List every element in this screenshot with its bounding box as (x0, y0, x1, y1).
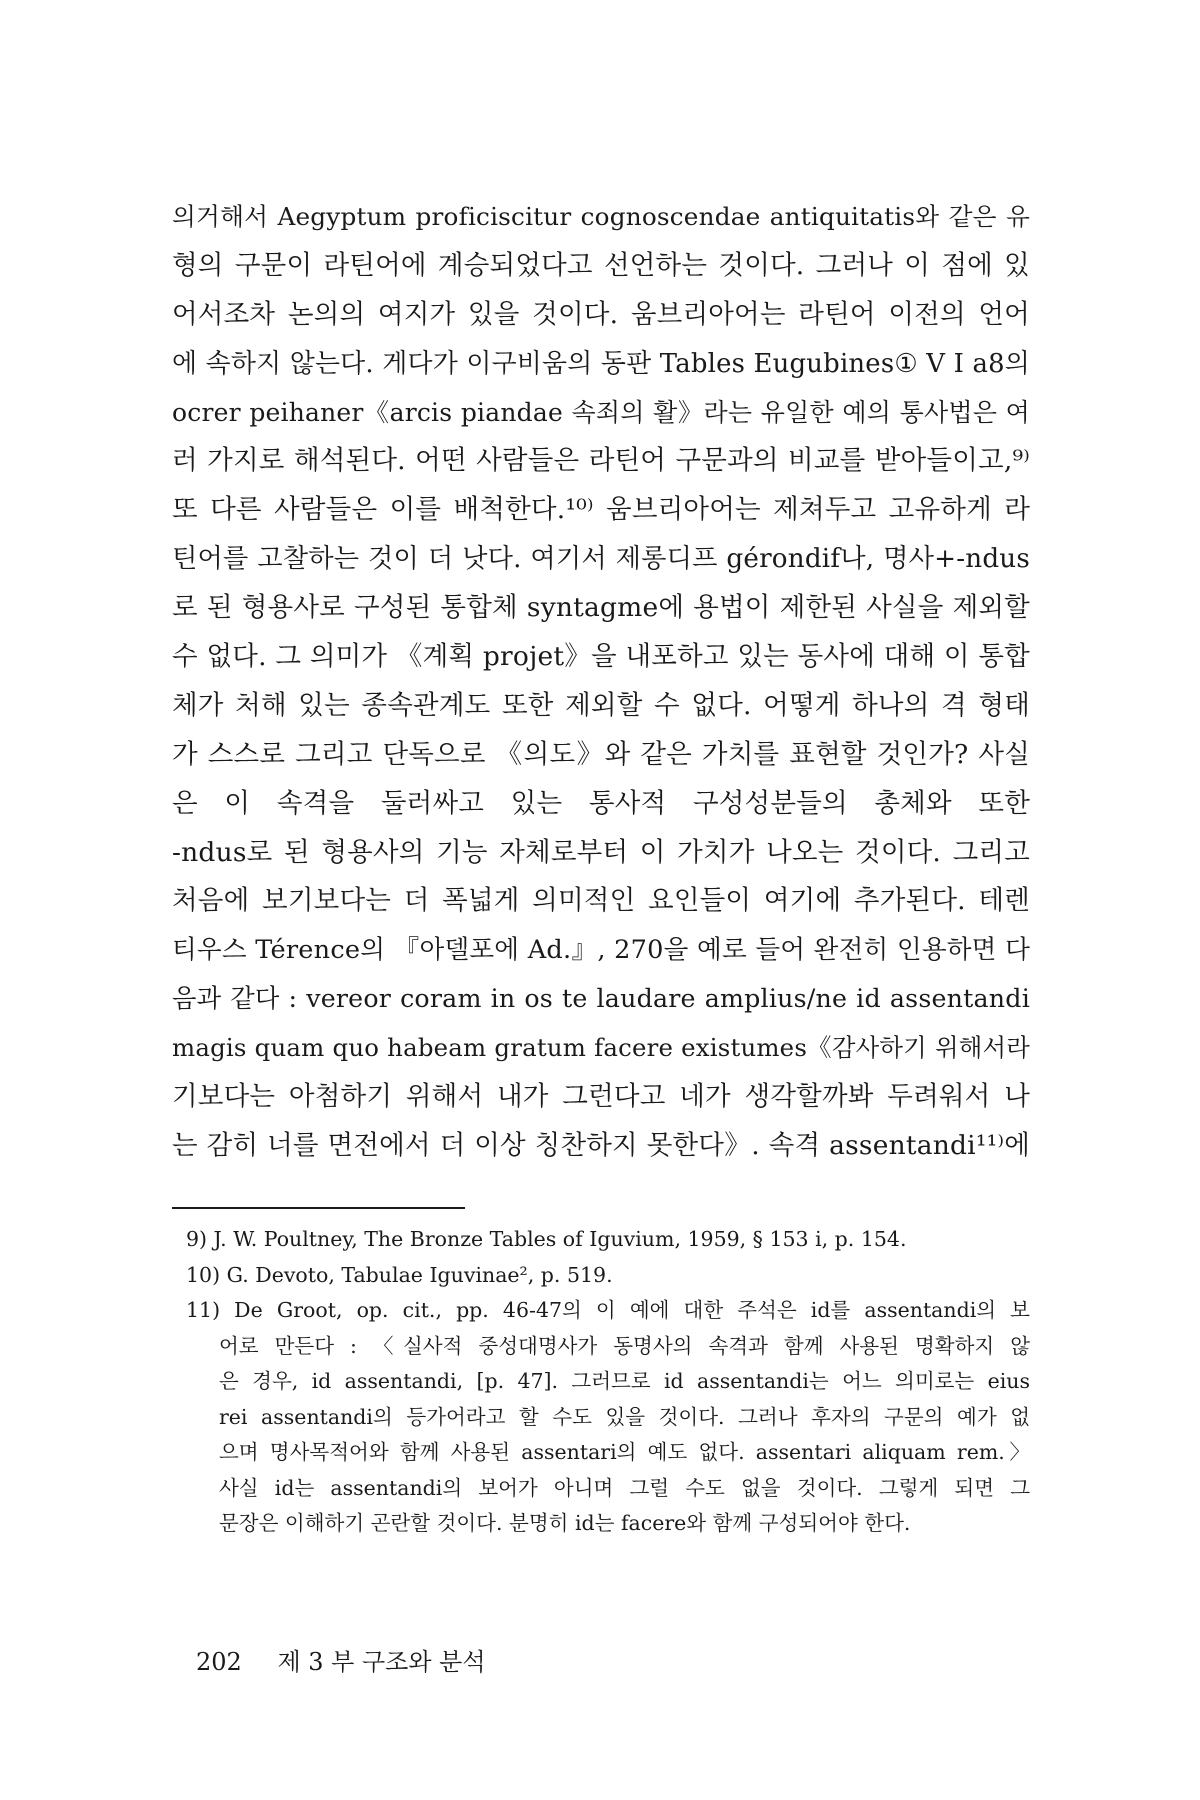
footnote-11-continuation: 문장은 이해하기 곤란할 것이다. 분명히 id는 facere와 함께 구성되어야 한다. (219, 1511, 911, 1535)
body-line: magis quam quo habeam gratum facere existumes《감사하기 위해서라 (172, 1033, 1030, 1063)
body-line: 기보다는 아첨하기 위해서 내가 그런다고 네가 생각할까봐 두려워서 나 (172, 1081, 1030, 1113)
footnote-11-continuation: 사실 id는 assentandi의 보어가 아니며 그럴 수도 없을 것이다. 그렇게 되면 그 (219, 1475, 1030, 1500)
body-line: 의거해서 Aegyptum proficiscitur cognoscendae antiquitatis와 같은 유 (172, 202, 1030, 231)
footnote-11-continuation: rei assentandi의 등가어라고 할 수도 있을 것이다. 그러나 후자의 구문의 예가 없 (219, 1404, 1030, 1429)
body-line: 음과 같다 : vereor coram in os te laudare amplius/ne id assentandi (172, 984, 1030, 1014)
body-line: -ndus로 된 형용사의 기능 자체로부터 이 가치가 나오는 것이다. 그리고 (172, 836, 1030, 868)
body-line: 는 감히 너를 면전에서 더 이상 칭찬하지 못한다》. 속격 assentandi¹¹⁾에 (172, 1129, 1030, 1161)
body-line: 틴어를 고찰하는 것이 더 낫다. 여기서 제롱디프 gérondif나, 명사+-ndus (172, 544, 1030, 575)
running-title: 제 3 부 구조와 분석 (277, 1648, 486, 1676)
body-line: 또 다른 사람들은 이를 배척한다.¹⁰⁾ 움브리아어는 제쳐두고 고유하게 라 (172, 494, 1030, 526)
body-line: 에 속하지 않는다. 게다가 이구비움의 동판 Tables Eugubines① V I a8의 (172, 348, 1030, 379)
footnote-11: 11) De Groot, op. cit., pp. 46-47의 이 예에 대한 주석은 id를 assentandi의 보 (186, 1298, 1030, 1322)
footnote-10: 10) G. Devoto, Tabulae Iguvinae², p. 519. (186, 1262, 613, 1287)
body-line: 가 스스로 그리고 단독으로 《의도》와 같은 가치를 표현할 것인가? 사실 (172, 738, 1030, 770)
footnote-11-continuation: 어로 만든다 : 〈실사적 중성대명사가 동명사의 속격과 함께 사용된 명확하지 않 (219, 1333, 1030, 1358)
body-line: 체가 처해 있는 종속관계도 또한 제외할 수 없다. 어떻게 하나의 격 형태 (172, 689, 1030, 721)
body-line: 러 가지로 해석된다. 어떤 사람들은 라틴어 구문과의 비교를 받아들이고,⁹⁾ (172, 445, 1030, 477)
body-line: 형의 구문이 라틴어에 계승되었다고 선언하는 것이다. 그러나 이 점에 있 (172, 249, 1030, 281)
body-line: 은 이 속격을 둘러싸고 있는 통사적 구성성분들의 총체와 또한 (172, 787, 1030, 819)
body-line: ocrer peihaner《arcis piandae 속죄의 활》라는 유일한 예의 통사법은 여 (172, 397, 1030, 427)
body-line: 로 된 형용사로 구성된 통합체 syntagme에 용법이 제한된 사실을 제외할 (172, 592, 1030, 624)
body-line: 어서조차 논의의 여지가 있을 것이다. 움브리아어는 라틴어 이전의 언어 (172, 298, 1030, 330)
body-line: 처음에 보기보다는 더 폭넓게 의미적인 요인들이 여기에 추가된다. 테렌 (172, 885, 1030, 917)
footnote-11-continuation: 은 경우, id assentandi, [p. 47]. 그러므로 id assentandi는 어느 의미로는 eius (219, 1369, 1030, 1393)
footnote-divider (172, 1207, 465, 1209)
page-footer (196, 1642, 486, 1682)
footnote-9: 9) J. W. Poultney, The Bronze Tables of Iguvium, 1959, § 153 i, p. 154. (186, 1227, 907, 1251)
footnotes (186, 1222, 1030, 1542)
body-text (172, 193, 1030, 1171)
body-line: 수 없다. 그 의미가 《계획 projet》을 내포하고 있는 동사에 대해 이 통합 (172, 641, 1030, 673)
page-number: 202 (196, 1648, 242, 1676)
footnote-11-continuation: 으며 명사목적어와 함께 사용된 assentari의 예도 없다. assentari aliquam rem.〉 (219, 1440, 1030, 1464)
body-line: 티우스 Térence의 『아델포에 Ad.』, 270을 예로 들어 완전히 인용하면 다 (172, 935, 1030, 966)
